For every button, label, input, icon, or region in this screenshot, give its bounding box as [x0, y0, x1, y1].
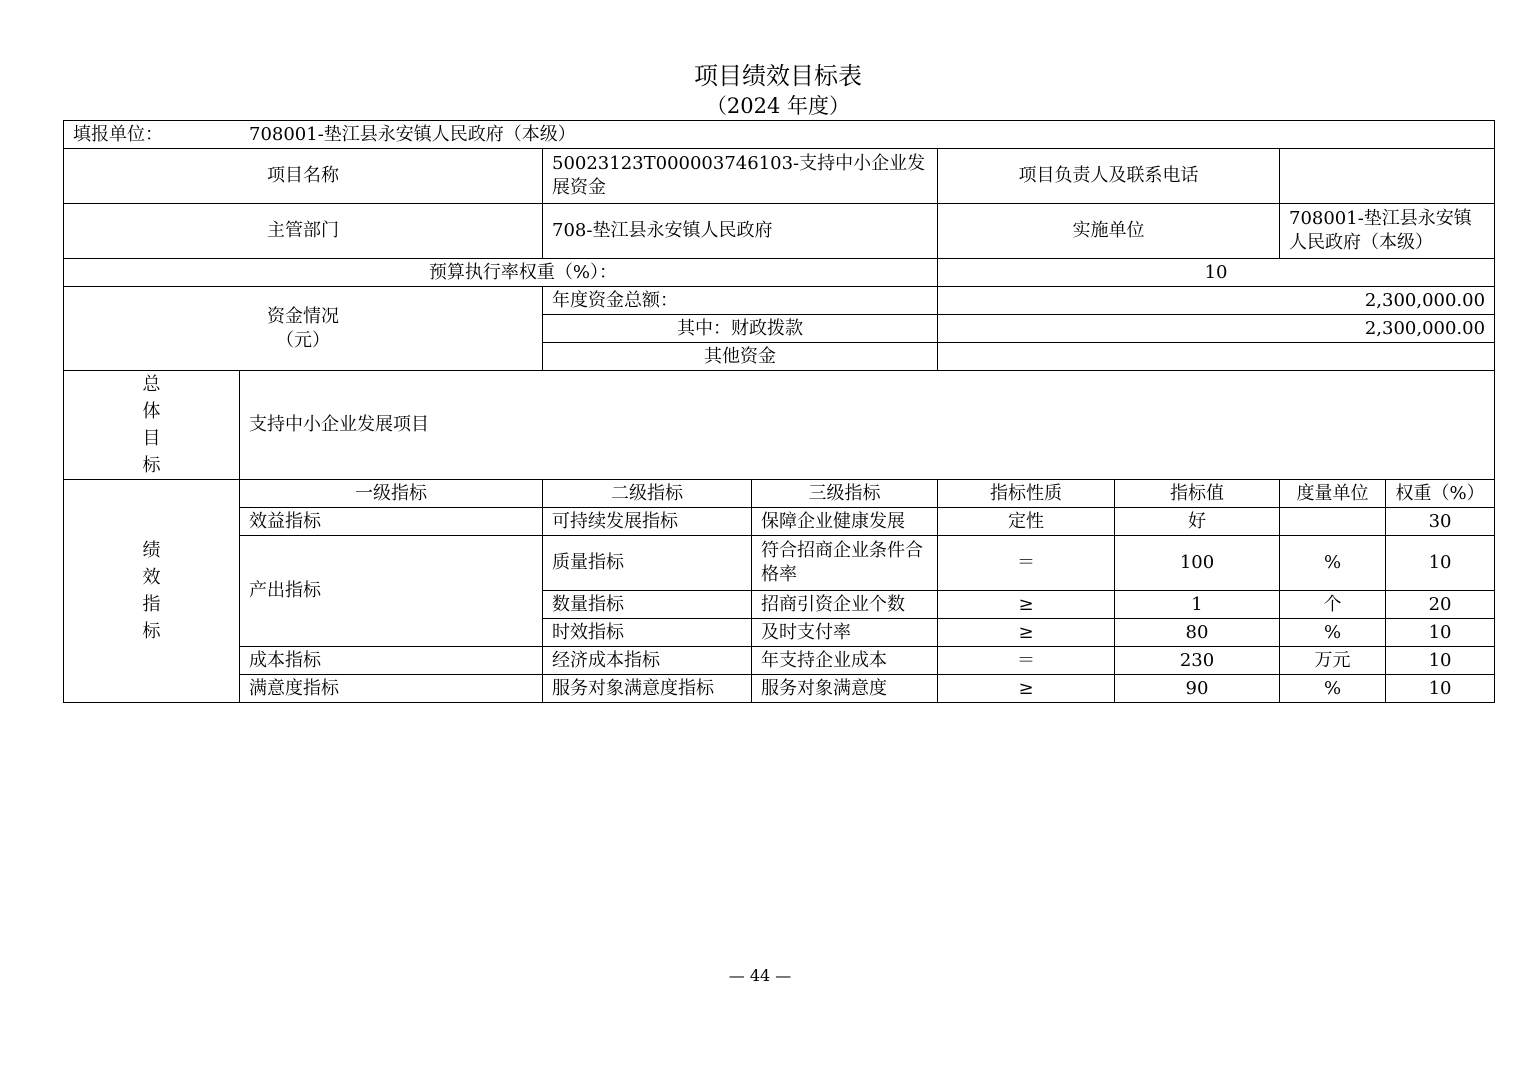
indicator-level2: 可持续发展指标: [543, 508, 752, 536]
indicator-level3: 及时支付率: [752, 619, 938, 647]
indicator-value: 230: [1115, 647, 1280, 675]
performance-indicator-char: 绩: [142, 540, 161, 561]
indicator-weight: 10: [1386, 647, 1495, 675]
indicator-weight: 10: [1386, 675, 1495, 703]
header-level2: 二级指标: [543, 480, 752, 508]
implementing-unit-label: 实施单位: [938, 204, 1280, 259]
table-row: [64, 675, 1495, 703]
funds-total-row: [64, 287, 1495, 315]
indicator-unit: [1280, 508, 1386, 536]
indicator-level1: 满意度指标: [240, 675, 543, 703]
performance-target-table: [63, 120, 1495, 703]
page-subtitle: （2024 年度）: [705, 94, 851, 118]
funds-label: [64, 287, 543, 371]
reporting-unit-label: 填报单位：: [73, 123, 163, 145]
header-nature: 指标性质: [938, 480, 1115, 508]
indicator-unit: %: [1280, 619, 1386, 647]
performance-indicator-label: [64, 480, 240, 703]
project-contact-label: 项目负责人及联系电话: [938, 149, 1280, 204]
funds-label-line1: 资金情况: [267, 305, 339, 327]
performance-indicator-char: 指: [142, 594, 161, 615]
indicator-unit: 万元: [1280, 647, 1386, 675]
overall-goal-text: 支持中小企业发展项目: [240, 371, 1495, 480]
indicator-nature: ≥: [938, 675, 1115, 703]
indicator-unit: %: [1280, 675, 1386, 703]
page-number: — 44 —: [728, 966, 792, 985]
page-title: 项目绩效目标表: [694, 62, 862, 90]
indicator-value: 100: [1115, 536, 1280, 591]
indicator-value: 好: [1115, 508, 1280, 536]
header-level3: 三级指标: [752, 480, 938, 508]
overall-goal-char: 标: [142, 455, 161, 476]
indicator-level2: 服务对象满意度指标: [543, 675, 752, 703]
overall-goal-row: [64, 371, 1495, 480]
budget-rate-row: [64, 259, 1495, 287]
budget-rate-label: 预算执行率权重（%）：: [64, 259, 938, 287]
indicator-weight: 10: [1386, 619, 1495, 647]
indicator-level1: 效益指标: [240, 508, 543, 536]
funds-fiscal-label: 其中：财政拨款: [543, 315, 938, 343]
department-label: 主管部门: [64, 204, 543, 259]
indicator-unit: 个: [1280, 591, 1386, 619]
funds-label-line2: （元）: [276, 329, 330, 351]
overall-goal-char: 体: [142, 401, 161, 422]
indicator-level2: 经济成本指标: [543, 647, 752, 675]
funds-total-label: 年度资金总额：: [543, 287, 938, 315]
indicator-nature: 定性: [938, 508, 1115, 536]
indicator-nature: ＝: [938, 647, 1115, 675]
project-name-value: 50023123T000003746103-支持中小企业发展资金: [543, 149, 938, 204]
header-level1: 一级指标: [240, 480, 543, 508]
indicator-nature: ≥: [938, 591, 1115, 619]
funds-other-value: [938, 343, 1495, 371]
indicator-unit: %: [1280, 536, 1386, 591]
project-contact-value: [1280, 149, 1495, 204]
performance-indicator-char: 效: [142, 567, 161, 588]
indicator-nature: ＝: [938, 536, 1115, 591]
header-weight: 权重（%）: [1386, 480, 1495, 508]
budget-rate-value: 10: [938, 259, 1495, 287]
performance-indicator-char: 标: [142, 621, 161, 642]
overall-goal-label: [64, 371, 240, 480]
overall-goal-char: 目: [142, 428, 161, 449]
reporting-unit-value: 708001-垫江县永安镇人民政府（本级）: [249, 123, 576, 145]
header-unit: 度量单位: [1280, 480, 1386, 508]
project-name-label: 项目名称: [64, 149, 543, 204]
indicator-value: 90: [1115, 675, 1280, 703]
indicator-level3: 保障企业健康发展: [752, 508, 938, 536]
department-row: [64, 204, 1495, 259]
indicator-header-row: [64, 480, 1495, 508]
funds-other-label: 其他资金: [543, 343, 938, 371]
reporting-unit-cell: [64, 121, 1495, 149]
indicator-level1: 成本指标: [240, 647, 543, 675]
indicator-level2: 时效指标: [543, 619, 752, 647]
indicator-level2: 质量指标: [543, 536, 752, 591]
project-name-row: [64, 149, 1495, 204]
indicator-value: 1: [1115, 591, 1280, 619]
indicator-level3: 服务对象满意度: [752, 675, 938, 703]
funds-fiscal-value: 2,300,000.00: [938, 315, 1495, 343]
table-row: [64, 536, 1495, 591]
indicator-level2: 数量指标: [543, 591, 752, 619]
indicator-weight: 20: [1386, 591, 1495, 619]
overall-goal-char: 总: [142, 374, 161, 395]
implementing-unit-value: 708001-垫江县永安镇人民政府（本级）: [1280, 204, 1495, 259]
indicator-level3: 年支持企业成本: [752, 647, 938, 675]
indicator-level1: 产出指标: [240, 536, 543, 647]
header-value: 指标值: [1115, 480, 1280, 508]
indicator-level3: 招商引资企业个数: [752, 591, 938, 619]
indicator-weight: 10: [1386, 536, 1495, 591]
table-row: [64, 647, 1495, 675]
department-value: 708-垫江县永安镇人民政府: [543, 204, 938, 259]
indicator-nature: ≥: [938, 619, 1115, 647]
indicator-value: 80: [1115, 619, 1280, 647]
table-row: [64, 508, 1495, 536]
reporting-unit-row: [64, 121, 1495, 149]
indicator-level3: 符合招商企业条件合格率: [752, 536, 938, 591]
indicator-weight: 30: [1386, 508, 1495, 536]
funds-total-value: 2,300,000.00: [938, 287, 1495, 315]
